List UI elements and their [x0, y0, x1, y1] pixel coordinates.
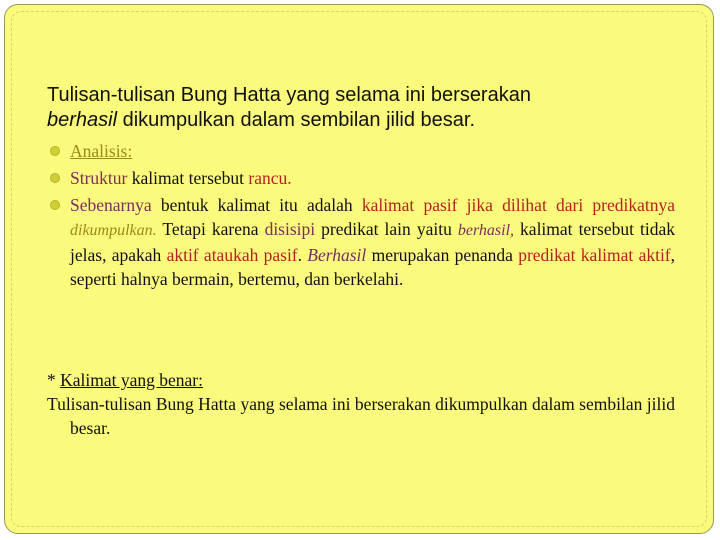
slide [4, 4, 714, 534]
ataukah-pasif-phrase: ataukah pasif [203, 245, 298, 265]
sebenarnya-word: Sebenarnya [70, 195, 152, 215]
text-segment: Tetapi karena [156, 219, 265, 239]
text-segment: . [297, 245, 308, 265]
predikat-aktif-phrase: predikat kalimat aktif [518, 245, 671, 265]
answer-label: Kalimat yang benar: [60, 370, 203, 390]
text-segment: , seperti halnya bermain, bertemu, dan berkelahi. [70, 245, 676, 289]
asterisk: * [47, 370, 61, 390]
answer-section [47, 368, 675, 440]
aktif-word: aktif [166, 245, 199, 265]
berhasil-word: berhasil, [457, 222, 515, 239]
struktur-word: Struktur [70, 168, 128, 188]
text-segment: merupakan penanda [366, 245, 519, 265]
intro-line1: Tulisan-tulisan Bung Hatta yang selama ini berserakan [47, 84, 531, 106]
berhasil-italic-word: Berhasil [307, 245, 367, 265]
intro-line2: dikumpulkan dalam sembilan jilid besar. [117, 109, 476, 131]
disisipi-word: disisipi [264, 219, 316, 239]
text-segment: kalimat tersebut tidak jelas, apakah [70, 219, 675, 265]
bullet-analisis [47, 139, 675, 163]
text-segment: bentuk kalimat itu adalah [151, 195, 362, 215]
text-segment: predikat lain yaitu [315, 219, 458, 239]
bullet-sebenarnya [47, 193, 675, 291]
answer-heading [47, 368, 675, 392]
intro-italic-word: berhasil [47, 109, 118, 131]
rancu-word: rancu. [248, 168, 292, 188]
bullet-struktur [47, 166, 675, 190]
bullet-icon [50, 146, 60, 156]
intro-paragraph [47, 83, 687, 133]
analysis-bullets [47, 139, 675, 294]
analisis-label: Analisis: [70, 141, 133, 161]
bullet-icon [50, 173, 60, 183]
struktur-text: kalimat tersebut [127, 168, 249, 188]
bullet-icon [50, 200, 60, 210]
dikumpulkan-word: dikumpulkan. [70, 222, 157, 239]
answer-text: Tulisan-tulisan Bung Hatta yang selama ini berserakan dikumpulkan dalam sembilan jilid besar. [47, 394, 675, 438]
kalimat-pasif-phrase: kalimat pasif jika dilihat dari predikatnya [361, 195, 675, 215]
